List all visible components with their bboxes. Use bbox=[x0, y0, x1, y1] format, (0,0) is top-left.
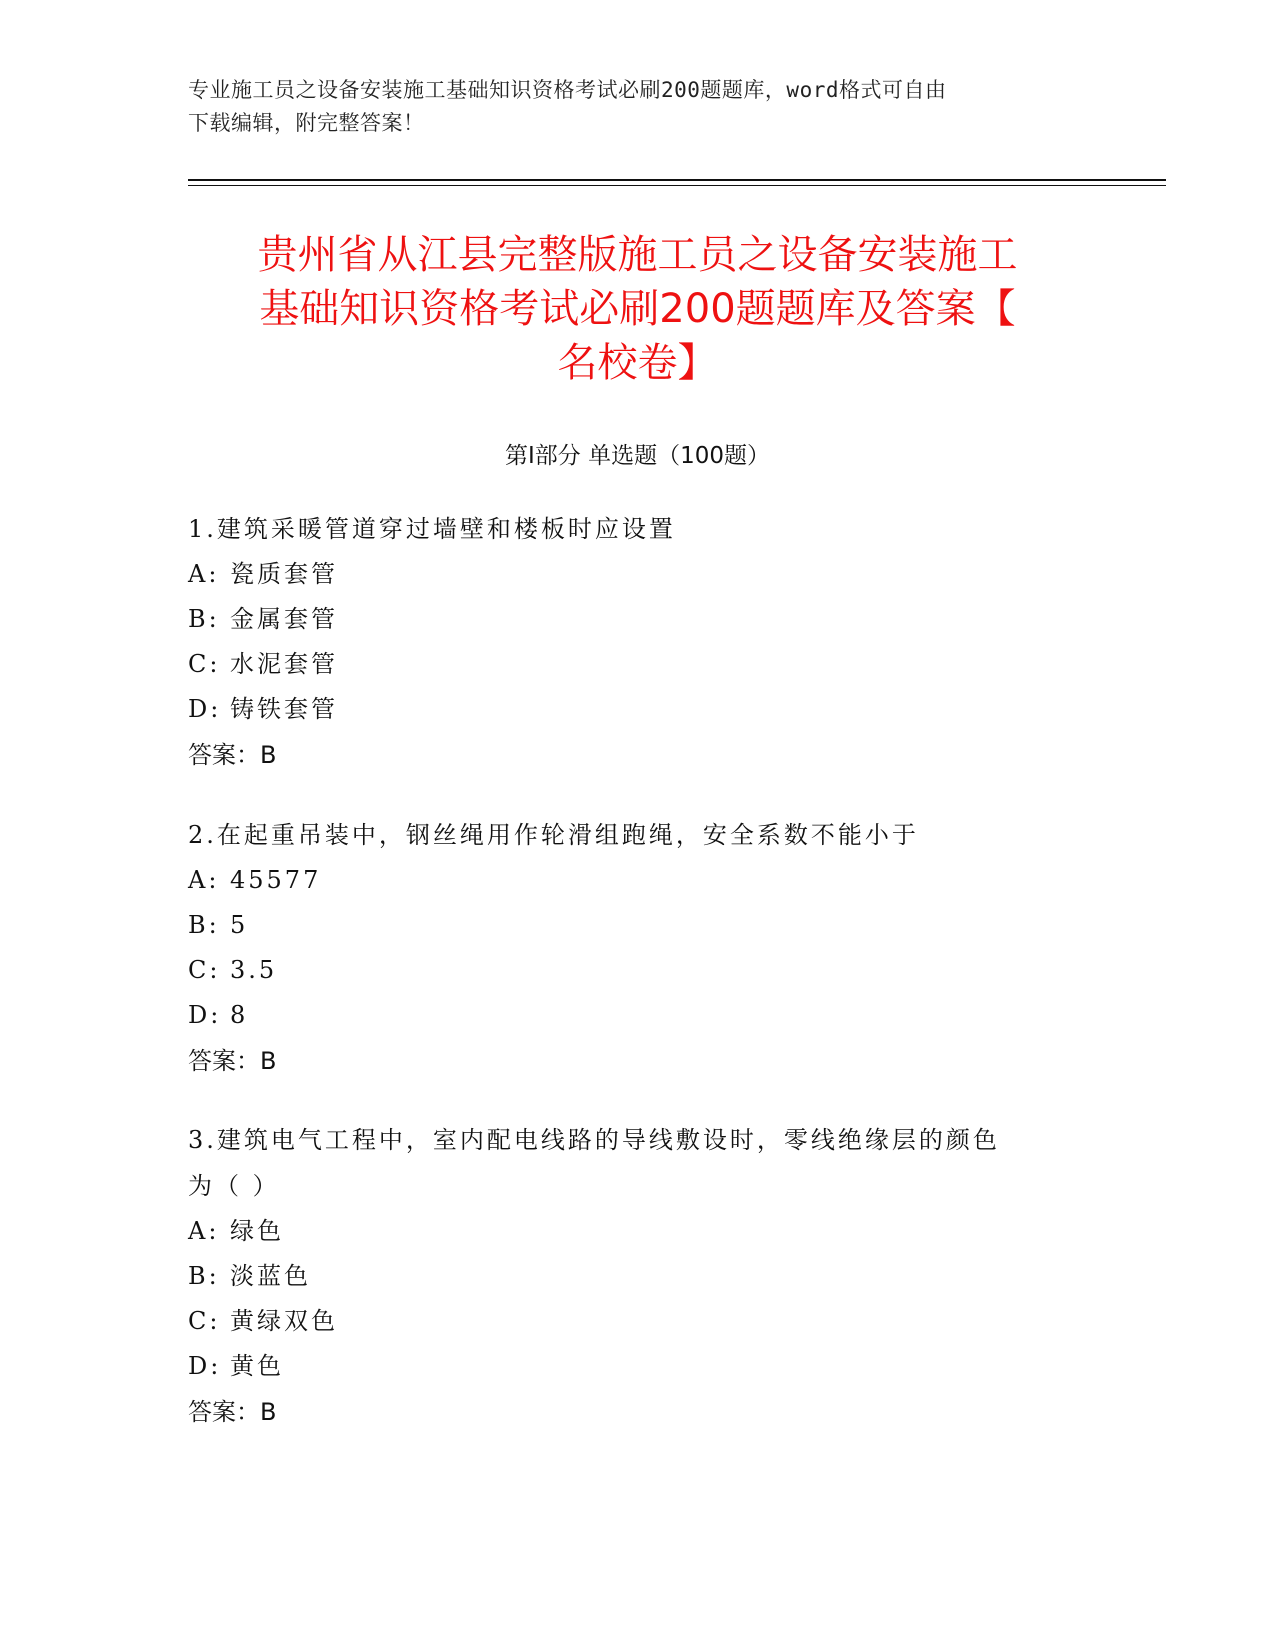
option-b bbox=[188, 903, 1088, 948]
option-key: C: bbox=[188, 650, 221, 678]
option-a bbox=[188, 552, 1088, 597]
answer-line: 答案：B bbox=[188, 1398, 277, 1426]
header-note-line-1: 专业施工员之设备安装施工基础知识资格考试必刷200题题库，word格式可自由 bbox=[188, 78, 947, 102]
answer-line: 答案：B bbox=[188, 1047, 277, 1075]
option-c bbox=[188, 1299, 1088, 1344]
option-text: 黄绿双色 bbox=[230, 1307, 338, 1335]
question-3 bbox=[188, 1117, 1088, 1435]
option-key: A: bbox=[188, 1217, 220, 1245]
question-1 bbox=[188, 506, 1088, 778]
option-c bbox=[188, 642, 1088, 687]
header-note-line-2: 下载编辑，附完整答案！ bbox=[188, 111, 425, 135]
option-a bbox=[188, 1209, 1088, 1254]
option-d bbox=[188, 1344, 1088, 1389]
option-key: C: bbox=[188, 956, 221, 984]
option-text: 8 bbox=[230, 1001, 249, 1029]
answer-line: 答案：B bbox=[188, 741, 277, 769]
option-d bbox=[188, 993, 1088, 1038]
option-text: 淡蓝色 bbox=[230, 1262, 311, 1290]
option-text: 绿色 bbox=[230, 1217, 284, 1245]
option-text: 黄色 bbox=[230, 1352, 284, 1380]
section-heading: 第Ⅰ部分 单选题（100题） bbox=[505, 443, 770, 469]
header-rule-thin bbox=[188, 185, 1166, 186]
option-text: 5 bbox=[230, 911, 249, 939]
option-text: 铸铁套管 bbox=[230, 695, 338, 723]
option-d bbox=[188, 687, 1088, 732]
option-c bbox=[188, 948, 1088, 993]
document-title-line-1: 贵州省从江县完整版施工员之设备安装施工 bbox=[257, 232, 1018, 278]
option-text: 瓷质套管 bbox=[230, 560, 338, 588]
option-key: A: bbox=[188, 866, 220, 894]
option-text: 45577 bbox=[230, 866, 322, 894]
option-key: D: bbox=[188, 1001, 222, 1029]
option-text: 水泥套管 bbox=[230, 650, 338, 678]
option-key: D: bbox=[188, 695, 222, 723]
document-title bbox=[150, 228, 1125, 390]
question-stem-continued: 为（ ） bbox=[188, 1172, 280, 1200]
header-rule-thick bbox=[188, 179, 1166, 181]
option-key: D: bbox=[188, 1352, 222, 1380]
question-stem: 1.建筑采暖管道穿过墙壁和楼板时应设置 bbox=[188, 515, 676, 543]
option-text: 金属套管 bbox=[230, 605, 338, 633]
option-b bbox=[188, 1254, 1088, 1299]
header-note bbox=[188, 74, 1068, 140]
document-title-line-3: 名校卷】 bbox=[557, 340, 718, 386]
option-key: C: bbox=[188, 1307, 221, 1335]
option-key: A: bbox=[188, 560, 220, 588]
question-stem: 2.在起重吊装中，钢丝绳用作轮滑组跑绳，安全系数不能小于 bbox=[188, 821, 919, 849]
option-key: B: bbox=[188, 1262, 220, 1290]
option-a bbox=[188, 858, 1088, 903]
question-2 bbox=[188, 812, 1088, 1084]
option-key: B: bbox=[188, 911, 220, 939]
option-b bbox=[188, 597, 1088, 642]
document-title-line-2: 基础知识资格考试必刷200题题库及答案【 bbox=[259, 286, 1016, 332]
question-stem: 3.建筑电气工程中，室内配电线路的导线敷设时，零线绝缘层的颜色 bbox=[188, 1126, 1000, 1154]
option-key: B: bbox=[188, 605, 220, 633]
option-text: 3.5 bbox=[230, 956, 278, 984]
